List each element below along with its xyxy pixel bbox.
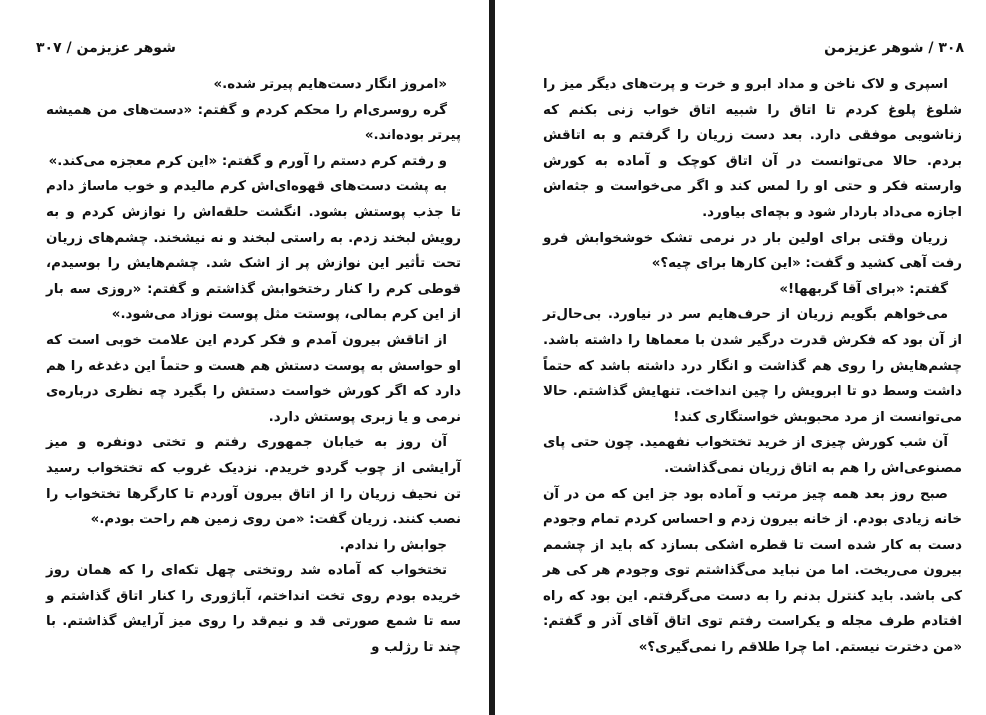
paragraph: اسپری و لاک ناخن و مداد ابرو و خرت و پرت‌های دیگر میز را شلوغ پلوغ کردم تا اتاق را شبیه اتاق خواب زنی بکنم که زناشویی موفقی دارد. بعد دست زریان را گرفتم و به اتاقش بردم. حالا می‌توانست در آن اتاق کوچک و آماده به کورش وارسته فکر و حتی او را لمس کند و اگر می‌خواست و جثه‌اش اجازه می‌داد باردار شود و بچه‌ای بیاورد. (543, 77, 962, 220)
page-307 (0, 0, 489, 715)
paragraph: و رفتم کرم دستم را آورم و گفتم: «این کرم معجزه می‌کند.» (48, 153, 447, 169)
paragraph: از اتاقش بیرون آمدم و فکر کردم این علامت خوبی است که او حواسش به پوست دستش هم هست و حتماً این دغدغه را هم دارد که اگر کورش خواست دستش را بگیرد چه نظری درباره‌ی نرمی و یا زبری پوستش دارد. (46, 332, 461, 425)
paragraph: زریان وقتی برای اولین بار در نرمی تشک خوشخوابش فرو رفت آهی کشید و گفت: «این کارها برای چیه؟» (543, 230, 962, 272)
paragraph: گره روسری‌ام را محکم کردم و گفتم: «دست‌های من همیشه پیرتر بوده‌اند.» (46, 102, 461, 144)
running-head-left: شوهر عزیزمن / ۳۰۷ (36, 40, 176, 56)
paragraph: می‌خواهم بگویم زریان از حرف‌هایم سر در نیاورد. بی‌حال‌تر از آن بود که فکرش قدرت درگیر شدن با معماها را داشته باشد. چشم‌هایش را روی هم گذاشت و انگار درد داشته باشد که حتماً داشت وسط دو تا ابرویش را چین انداخت. تنهایش گذاشتم. حالا می‌توانست از مرد محبوبش خواستگاری کند! (543, 307, 962, 425)
paragraph: گفتم: «برای آقا گربهها!» (779, 281, 948, 297)
paragraph: آن روز به خیابان جمهوری رفتم و تختی دونفره و میز آرایشی از چوب گردو خریدم. نزدیک غروب که تختخواب رسید تن نحیف زریان را از اتاق بیرون آوردم تا کارگرها تختخواب را نصب کنند. زریان گفت: «من روی زمین هم راحت بودم.» (46, 435, 461, 528)
paragraph: به پشت دست‌های قهوه‌ای‌اش کرم مالیدم و خوب ماساژ دادم تا جذب پوستش بشود. انگشت حلقه‌اش را نوازش کردم و به رویش لبخند زدم. به راستی لبخند و نه نیشخند. چشم‌های زریان تحت تأثیر این نوازش پر از اشک شد. چشم‌هایش را بوسیدم، قوطی کرم را کنار رختخوابش گذاشتم و گفتم: «روزی سه بار از این کرم بمالی، پوستت مثل پوست نوزاد می‌شود.» (46, 179, 461, 323)
body-text-left (46, 72, 461, 661)
paragraph: صبح روز بعد همه چیز مرتب و آماده بود جز این که من در آن خانه زیادی بودم. از خانه بیرون زدم و احساس کردم تمام وجودم دست به کار شده است تا قطره اشکی بسازد که باید از چشمم بیرون می‌ریخت. اما من نباید می‌گذاشتم توی وجودم هر کی هر کی باشد. باید کنترل بدنم را به دست می‌گرفتم. این بود که راه افتادم طرف مجله و یکراست رفتم توی اتاق آقای آذر و گفتم: «من دخترت نیستم. اما چرا طلاقم را نمی‌گیری؟» (543, 486, 962, 656)
paragraph: آن شب کورش چیزی از خرید تختخواب نفهمید. چون حتی پای مصنوعی‌اش را هم به اتاق زریان نمی‌گذاشت. (543, 435, 962, 476)
running-head-right: ۳۰۸ / شوهر عزیزمن (824, 40, 964, 56)
paragraph: «امروز انگار دست‌هایم پیرتر شده.» (213, 77, 447, 92)
page-308 (495, 0, 986, 715)
body-text-right (543, 72, 962, 661)
paragraph: جوابش را ندادم. (339, 537, 447, 553)
paragraph: تختخواب که آماده شد روتختی چهل تکه‌ای را که همان روز خریده بودم روی تخت انداختم، آباژوری را کنار اتاق گذاشتم و سه تا شمع صورتی قد و نیم‌قد را روی میز آرایش گذاشتم. با چند تا رژلب و (46, 563, 461, 656)
